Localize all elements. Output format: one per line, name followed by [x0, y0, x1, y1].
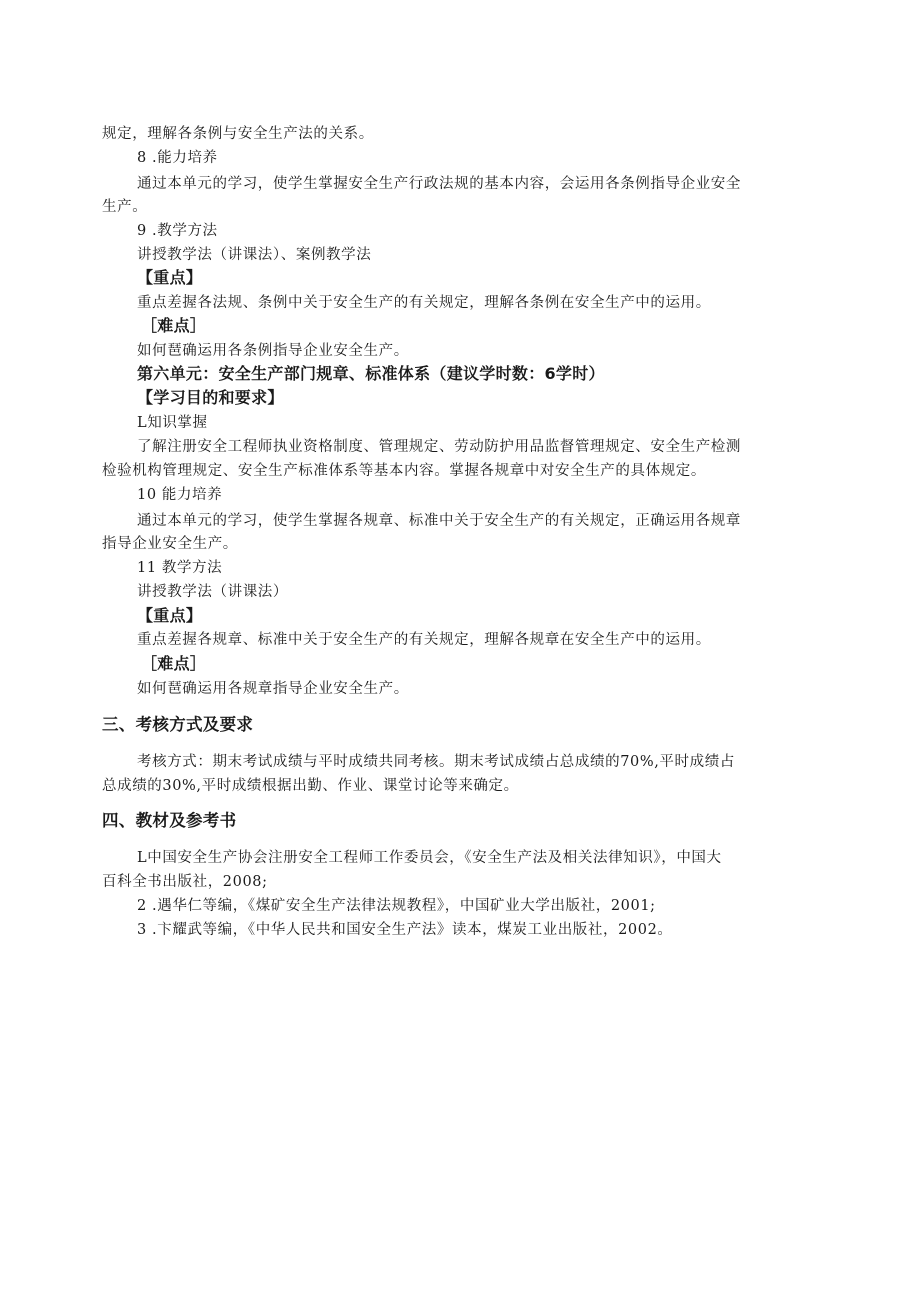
reference-item: 2 .遇华仁等编，《煤矿安全生产法律法规教程》，中国矿业大学出版社，2001; [137, 898, 656, 914]
text-line: 通过本单元的学习，使学生掌握各规章、标准中关于安全生产的有关规定，正确运用各规章 [137, 513, 741, 529]
item-ability-training: 8 .能力培养 [137, 150, 218, 166]
learning-objectives-heading: 【学习目的和要求】 [137, 388, 284, 407]
text-line: 了解注册安全工程师执业资格制度、管理规定、劳动防护用品监督管理规定、安全生产检测 [137, 439, 741, 455]
text-line: 如何琶确运用各规章指导企业安全生产。 [137, 681, 409, 697]
key-points-heading: 【重点】 [137, 606, 203, 625]
item-teaching-method: 9 .教学方法 [137, 223, 218, 239]
text-line: 检验机构管理规定、安全生产标准体系等基本内容。掌握各规章中对安全生产的具体规定。 [102, 463, 706, 479]
text-line: 百科全书出版社，2008; [102, 874, 268, 890]
reference-item: L中国安全生产协会注册安全工程师工作委员会，《安全生产法及相关法律知识》，中国大 [137, 850, 722, 866]
item-knowledge: L知识掌握 [137, 415, 208, 431]
text-line: 总成绩的30%,平时成绩根据出勤、作业、课堂讨论等来确定。 [102, 778, 519, 794]
item-teaching-method: 11 教学方法 [137, 560, 223, 576]
text-line: 考核方式：期末考试成绩与平时成绩共同考核。期末考试成绩占总成绩的70%,平时成绩占 [137, 754, 735, 770]
unit-six-title: 第六单元：安全生产部门规章、标准体系（建议学时数：6学时） [137, 364, 605, 383]
reference-item: 3 .卞耀武等编，《中华人民共和国安全生产法》读本，煤炭工业出版社，2002。 [137, 922, 673, 938]
text-line: 如何琶确运用各条例指导企业安全生产。 [137, 343, 409, 359]
text-line: 讲授教学法（讲课法）、案例教学法 [137, 247, 372, 263]
text-line: 重点差握各法规、条例中关于安全生产的有关规定，理解各条例在安全生产中的运用。 [137, 295, 711, 311]
section-assessment-title: 三、考核方式及要求 [102, 715, 254, 734]
section-textbooks-title: 四、教材及参考书 [102, 811, 237, 830]
text-line: 通过本单元的学习，使学生掌握安全生产行政法规的基本内容，会运用各条例指导企业安全 [137, 176, 741, 192]
item-ability-training: 10 能力培养 [137, 487, 223, 503]
text-line: 重点差握各规章、标准中关于安全生产的有关规定，理解各规章在安全生产中的运用。 [137, 632, 711, 648]
text-line: 生产。 [102, 199, 148, 215]
text-line: 规定，理解各条例与安全生产法的关系。 [102, 126, 374, 142]
key-points-heading: 【重点】 [137, 268, 203, 287]
difficulties-heading: ［难点］ [141, 654, 207, 673]
text-line: 指导企业安全生产。 [102, 536, 238, 552]
text-line: 讲授教学法（讲课法） [137, 584, 288, 600]
difficulties-heading: ［难点］ [141, 316, 207, 335]
